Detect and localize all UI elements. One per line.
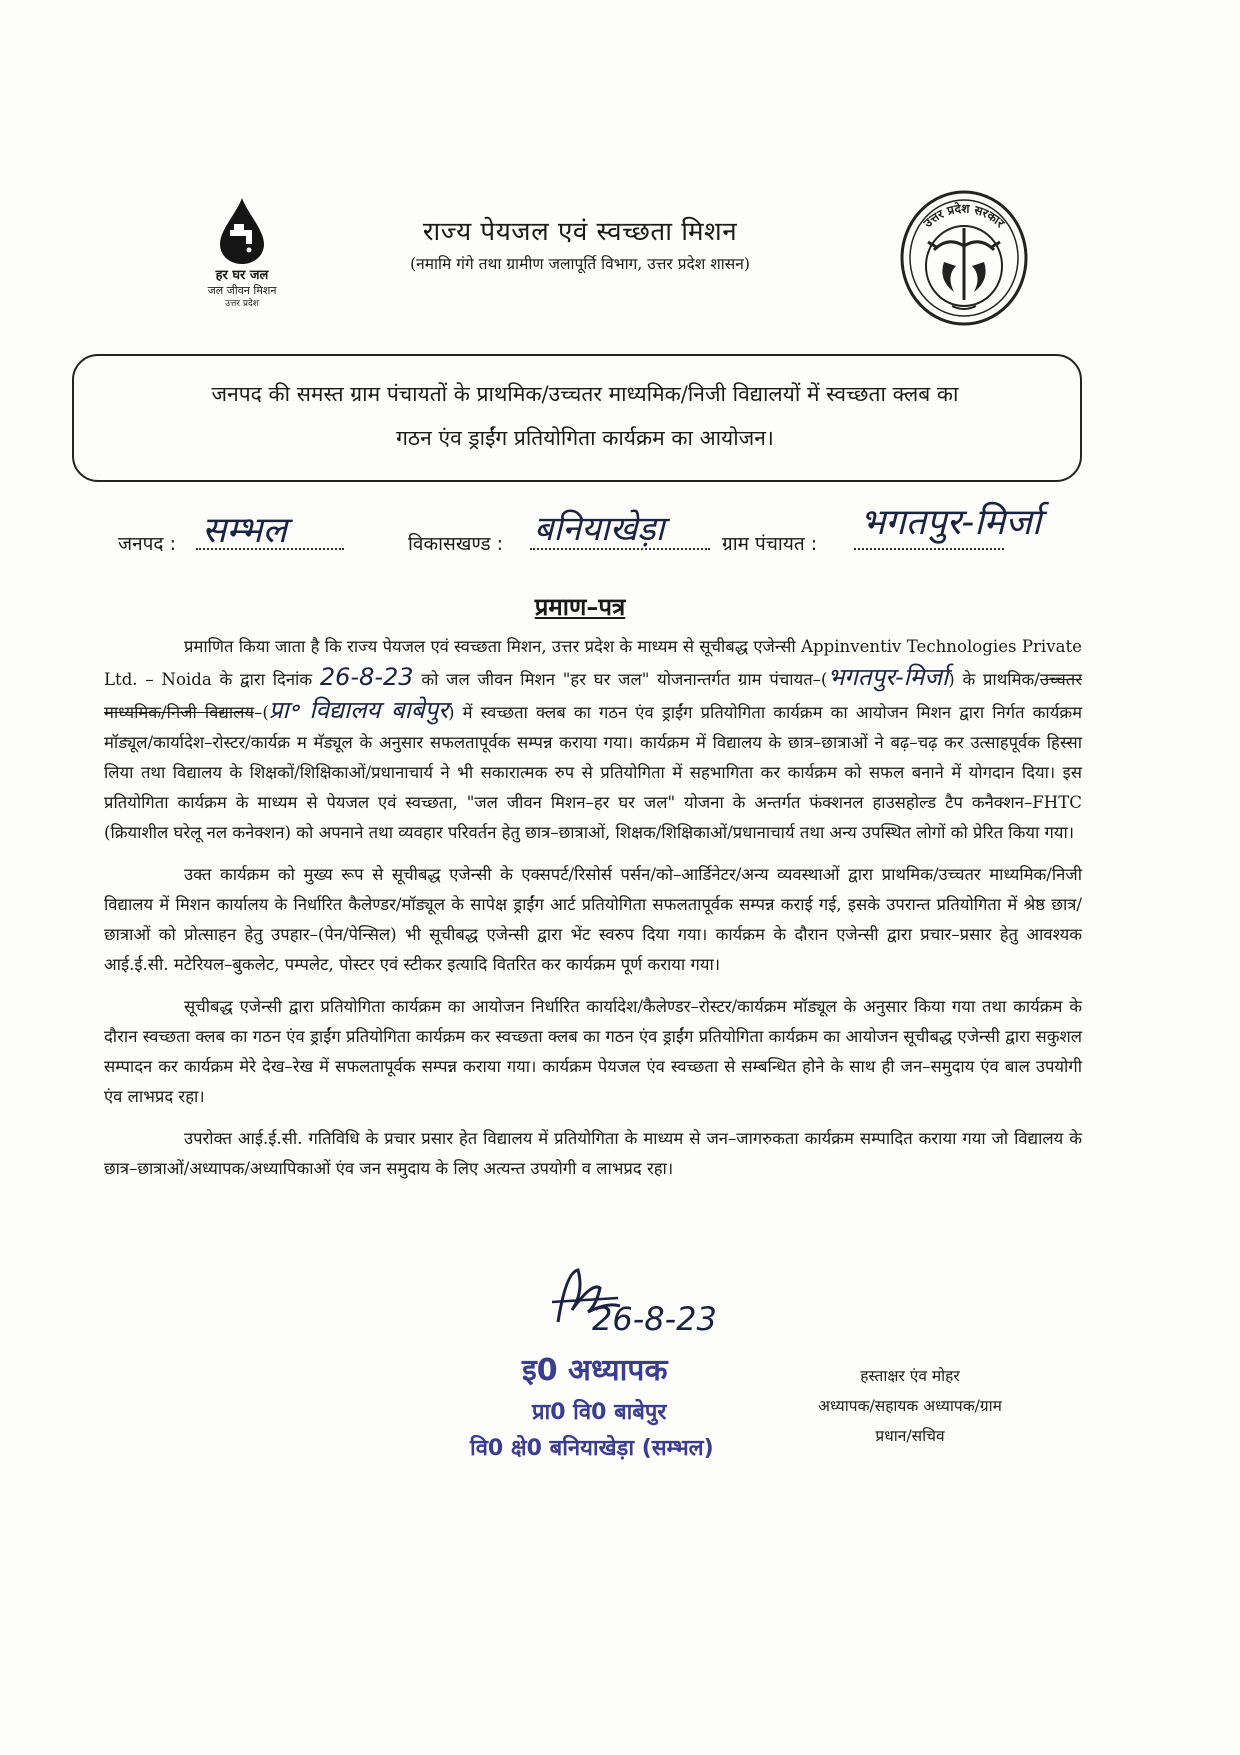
logo-caption-2: जल जीवन मिशन xyxy=(207,284,277,297)
panchayat-value: भगतपुर-मिर्जा xyxy=(860,502,1042,543)
topic-line-2: गठन एंव ड्राईंग प्रतियोगिता कार्यक्रम का आयोजन। xyxy=(396,426,774,450)
topic-box xyxy=(72,354,1082,482)
certificate-body xyxy=(104,632,1082,1184)
certificate-title: प्रमाण–पत्र xyxy=(534,592,626,621)
signature-caption-1: हस्ताक्षर एंव मोहर xyxy=(860,1367,960,1385)
paragraph-1-text-e: ) में स्वच्छता क्लब का गठन एंव ड्राईंग प्रतियोगिता कार्यक्रम का आयोजन मिशन द्वारा निर्गत कार्यक्रम मॉड्यूल/कार्यादेश–रोस्टर/कार्यक्र म मॅड्यूल के अनुसार सफलतापूर्वक सम्पन्न कराया गया। कार्यक्रम में विद्यालय के छात्र–छात्राओं ने बढ़–चढ़ कर उत्साहपूर्वक हिस्सा लिया तथा विद्यालय के शिक्षकों/शिक्षिकाओं/प्रधानाचार्य ने भी सकारात्मक रुप से प्रतियोगिता में सहभागिता कर कार्यक्रम को सफल बनाने में योगदान दिया। इस प्रतियोगिता कार्यक्रम के माध्यम से पेयजल एवं स्वच्छता, "जल जीवन मिशन–हर घर जल" योजना के अन्तर्गत फंक्शनल हाउसहोल्ड टैप कनैक्शन–FHTC (क्रियाशील घरेलू नल कनेक्शन) को अपनाने तथा व्यवहार परिवर्तन हेतु छात्र–छात्राओं, शिक्षक/शिक्षिकाओं/प्रधानाचार्य तथा अन्य उपस्थित लोगों को प्रेरित किया गया। xyxy=(104,703,1082,842)
paragraph-1-text-a: प्रमाणित किया जाता है कि राज्य पेयजल एवं स्वच्छता मिशन, उत्तर प्रदेश के माध्यम से सूचीबद्ध एजेन्सी Appinventiv Technologies Private Ltd. – Noida के द्वारा दिनांक xyxy=(104,637,1082,689)
struck-school-types: उच्चतर माध्यमिक/निजी विद्यालय xyxy=(104,670,1082,722)
stamp-line-1: इ0 अध्यापक xyxy=(522,1353,668,1388)
block-value: बनियाखेड़ा xyxy=(534,509,665,549)
signature-date: 26-8-23 xyxy=(592,1300,717,1338)
paragraph-2: उक्त कार्यक्रम को मुख्य रूप से सूचीबद्ध एजेन्सी के एक्सपर्ट/रिसोर्स पर्सन/को–आर्डिनेटर/अन्य व्यवस्थाओं द्वारा प्राथमिक/उच्चतर माध्यमिक/निजी विद्यालय में मिशन कार्यालय के निर्धारित कैलेण्डर/मॉड्यूल के सापेक्ष ड्राईंग आर्ट प्रतियोगिता सफलतापूर्वक सम्पन्न कराई गई, इसके उपरान्त प्रतियोगिता में श्रेष्ठ छात्र/छात्राओं को प्रोत्साहन हेतु उपहार–(पेन/पेन्सिल) भी सूचीबद्ध एजेन्सी द्वारा भेंट स्वरुप दिया गया। कार्यक्रम के दौरान एजेन्सी द्वारा प्रचार–प्रसार हेतु आवश्यक आई.ई.सी. मटेरियल–बुकलेट, पम्पलेट, पोस्टर एवं स्टीकर इत्यादि वितरित कर कार्यक्रम पूर्ण कराया गया। xyxy=(104,865,1082,974)
up-government-emblem xyxy=(898,188,1030,328)
logo-caption-1: हर घर जल xyxy=(215,268,269,283)
district-label: जनपद : xyxy=(118,533,176,555)
school-name-handwritten: प्रा॰ विद्यालय बाबेपुर xyxy=(268,696,449,724)
water-drop-icon xyxy=(216,196,268,266)
paragraph-4: उपरोक्त आई.ई.सी. गतिविधि के प्रचार प्रसार हेत विद्यालय में प्रतियोगिता के माध्यम से जन–जागरुकता कार्यक्रम सम्पादित कराया गया जो विद्यालय के छात्र–छात्राओं/अध्यापक/अध्यापिकाओं एंव जन समुदाय के लिए अत्यन्त उपयोगी व लाभप्रद रहा। xyxy=(104,1129,1082,1178)
topic-line-1: जनपद की समस्त ग्राम पंचायतों के प्राथमिक/उच्चतर माध्यमिक/निजी विद्यालयों में स्वच्छता क्लब का xyxy=(211,382,959,406)
paragraph-3: सूचीबद्ध एजेन्सी द्वारा प्रतियोगिता कार्यक्रम का आयोजन निर्धारित कार्यादेश/कैलेण्डर–रोस्टर/कार्यक्रम मॉड्यूल के अनुसार किया गया तथा कार्यक्रम के दौरान स्वच्छता क्लब का गठन एंव ड्राईंग प्रतियोगिता कार्यक्रम कर स्वच्छता क्लब का गठन एंव ड्राईंग प्रतियोगिता कार्यक्रम का आयोजन सूचीबद्ध एजेन्सी द्वारा सकुशल सम्पादन कर कार्यक्रम मेरे देख–रेख में सफलतापूर्वक सम्पन्न कराया गया। कार्यक्रम पेयजल एंव स्वच्छता से सम्बन्धित होने के साथ ही जन–समुदाय एंव बाल उपयोगी एंव लाभप्रद रहा। xyxy=(104,997,1082,1106)
paragraph-1-text-d: –( xyxy=(254,703,269,722)
block-label: विकासखण्ड : xyxy=(408,533,504,555)
org-title: राज्य पेयजल एवं स्वच्छता मिशन xyxy=(422,217,738,247)
har-ghar-jal-logo xyxy=(196,196,288,316)
stamp-line-2: प्रा0 वि0 बाबेपुर xyxy=(532,1400,667,1425)
logo-caption-3: उत्तर प्रदेश xyxy=(225,299,259,309)
emblem-text: उत्तर प्रदेश सरकार xyxy=(920,201,1008,231)
district-value: सम्भल xyxy=(202,510,287,551)
org-subtitle: (नमामि गंगे तथा ग्रामीण जलापूर्ति विभाग, उत्तर प्रदेश शासन) xyxy=(410,255,750,273)
signature-caption-2: अध्यापक/सहायक अध्यापक/ग्राम xyxy=(818,1397,1002,1415)
program-date: 26-8-23 xyxy=(319,663,414,691)
panchayat-handwritten: भगतपुर-मिर्जा xyxy=(827,663,949,691)
stamp-line-3: वि0 क्षे0 बनियाखेड़ा (सम्भल) xyxy=(470,1436,714,1461)
up-emblem-icon xyxy=(898,188,1030,328)
paragraph-1-text-b: को जल जीवन मिशन "हर घर जल" योजनान्तर्गत ग्राम पंचायत–( xyxy=(421,670,828,689)
signature-caption-3: प्रधान/सचिव xyxy=(875,1427,945,1445)
paragraph-1-text-c: ) के प्राथमिक/ xyxy=(948,670,1040,689)
panchayat-label: ग्राम पंचायत : xyxy=(722,533,818,555)
paragraph-1 xyxy=(104,632,1082,848)
